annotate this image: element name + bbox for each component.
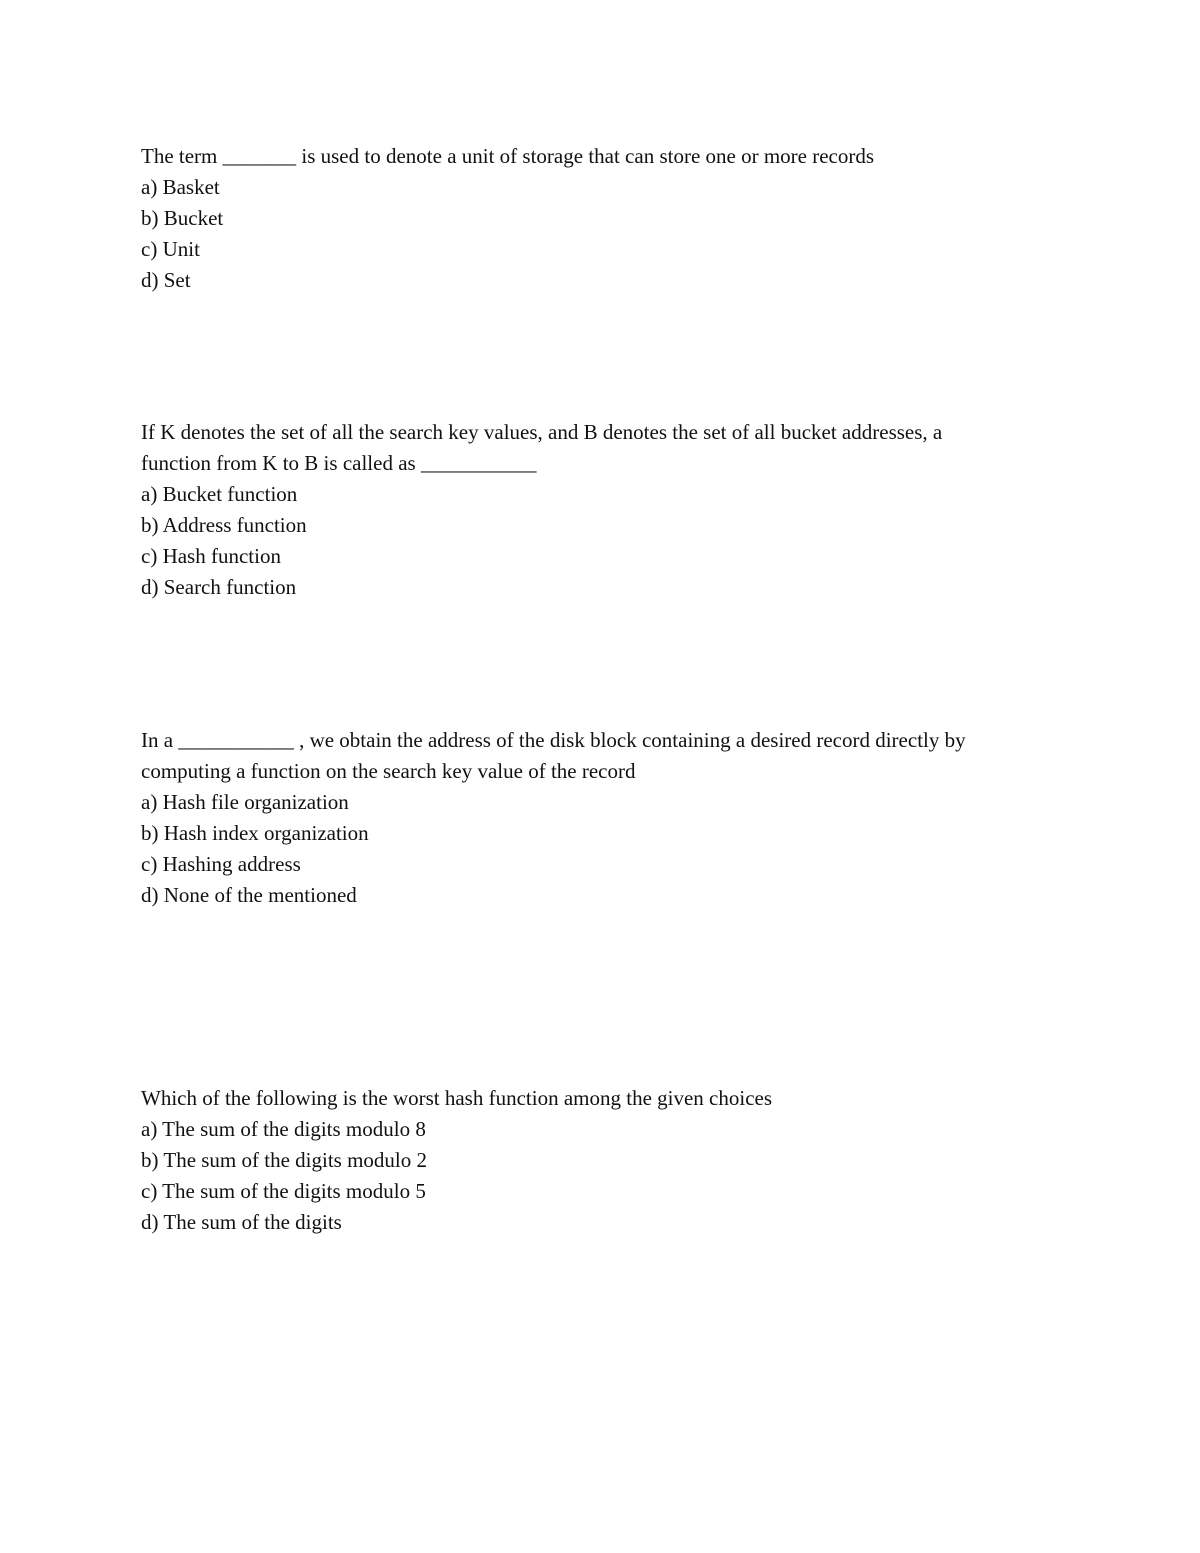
question-3-option-d: d) None of the mentioned xyxy=(141,883,357,907)
question-2-option-d: d) Search function xyxy=(141,575,297,599)
question-4 xyxy=(141,1083,1071,1238)
question-3-option-b: b) Hash index organization xyxy=(141,821,369,845)
question-3-option-c: c) Hashing address xyxy=(141,852,301,876)
question-2-option-c: c) Hash function xyxy=(141,544,281,568)
question-3-stem-line-2: computing a function on the search key value of the record xyxy=(141,759,636,783)
question-1 xyxy=(141,141,1071,296)
question-1-option-d: d) Set xyxy=(141,268,191,292)
question-2-option-a: a) Bucket function xyxy=(141,482,298,506)
question-2-stem-line-2: function from K to B is called as ___________ xyxy=(141,451,537,475)
question-4-stem: Which of the following is the worst hash function among the given choices xyxy=(141,1086,773,1110)
question-1-stem: The term _______ is used to denote a unit of storage that can store one or more records xyxy=(141,144,875,168)
question-1-option-c: c) Unit xyxy=(141,237,200,261)
question-3-stem-line-1: In a ___________ , we obtain the address of the disk block containing a desired record directly by xyxy=(141,728,966,752)
question-2 xyxy=(141,417,1071,603)
question-1-option-a: a) Basket xyxy=(141,175,220,199)
question-3-option-a: a) Hash file organization xyxy=(141,790,349,814)
question-1-option-b: b) Bucket xyxy=(141,206,224,230)
question-4-option-a: a) The sum of the digits modulo 8 xyxy=(141,1117,426,1141)
question-2-option-b: b) Address function xyxy=(141,513,307,537)
question-4-option-c: c) The sum of the digits modulo 5 xyxy=(141,1179,426,1203)
question-4-option-d: d) The sum of the digits xyxy=(141,1210,342,1234)
question-4-option-b: b) The sum of the digits modulo 2 xyxy=(141,1148,428,1172)
question-3 xyxy=(141,725,1071,911)
question-2-stem-line-1: If K denotes the set of all the search key values, and B denotes the set of all bucket addresses, a xyxy=(141,420,943,444)
